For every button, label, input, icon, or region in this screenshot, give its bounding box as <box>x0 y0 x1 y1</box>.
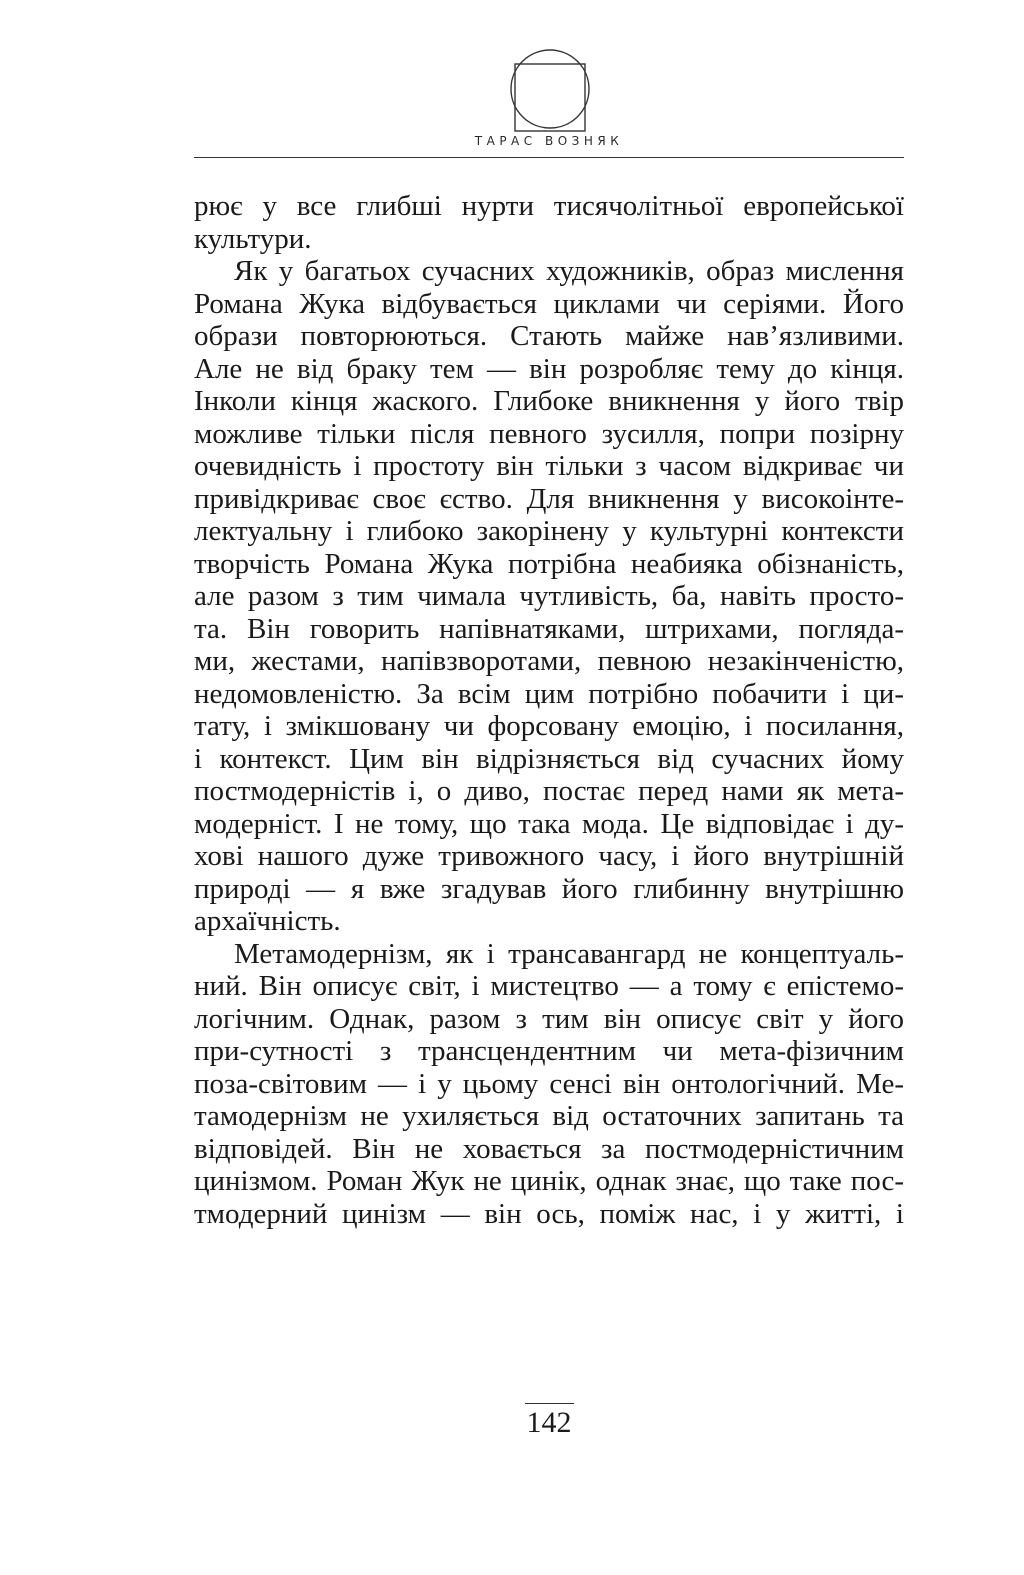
text-line: можливе тільки після певного зусилля, попри позірну <box>194 417 904 450</box>
text-line: логічним. Однак, разом з тим він описує світ у його <box>194 1002 904 1035</box>
text-line: Романа Жука відбувається циклами чи серіями. Його <box>194 287 904 320</box>
text-line: Але не від браку тем — він розробляє тему до кінця. <box>194 352 904 385</box>
text-line: очевидність і простоту він тільки з часом відкриває чи <box>194 450 904 482</box>
text-line: поза-світовим — і у цьому сенсі він онтологічний. Ме- <box>194 1067 904 1100</box>
text-line: відповідей. Він не ховається за постмодерністичним <box>194 1132 904 1165</box>
text-line: культури. <box>194 222 312 255</box>
body-text <box>194 190 904 1230</box>
text-line: тату, і змікшовану чи форсовану емоцію, і посилання, <box>194 710 904 742</box>
text-line: при-сутності з трансцендентним чи мета-фізичним <box>194 1035 904 1067</box>
page-number-label: 142 <box>525 1403 574 1440</box>
text-line: образи повторюються. Стають майже нав’язливими. <box>194 320 904 352</box>
running-head-author: ТАРАС ВОЗНЯК <box>474 134 624 148</box>
text-line: природі — я вже згадував його глибинну внутрішню <box>194 872 904 905</box>
text-line: хові нашого дуже тривожного часу, і його внутрішній <box>194 840 904 872</box>
header-rule <box>194 157 904 158</box>
text-line: цинізмом. Роман Жук не цинік, однак знає, що таке пос- <box>194 1165 904 1197</box>
header-emblem-icon <box>509 48 591 132</box>
text-line: ний. Він описує світ, і мистецтво — а тому є епістемо- <box>194 970 904 1002</box>
text-line: і контекст. Цим він відрізняється від сучасних йому <box>194 742 904 775</box>
text-line: тмодерний цинізм — він ось, поміж нас, і у житті, і <box>194 1197 904 1230</box>
text-line: ми, жестами, напівзворотами, певною незакінченістю, <box>194 645 904 677</box>
text-line: тамодернізм не ухиляється від остаточних запитань та <box>194 1100 904 1132</box>
page-number <box>194 1403 904 1440</box>
text-line: недомовленістю. За всім цим потрібно побачити і ци- <box>194 677 904 710</box>
text-line: Інколи кінця жаского. Глибоке вникнення у його твір <box>194 385 904 417</box>
text-line: та. Він говорить напівнатяками, штрихами, погляда- <box>194 612 904 645</box>
text-line: Як у багатьох сучасних художників, образ мислення <box>234 255 904 287</box>
text-line: лектуальну і глибоко закорінену у культурні контексти <box>194 515 904 547</box>
text-line: модерніст. І не тому, що така мода. Це відповідає і ду- <box>194 807 904 840</box>
text-line: але разом з тим чимала чутливість, ба, навіть просто- <box>194 580 904 612</box>
text-line: архаїчність. <box>194 905 341 937</box>
text-line: постмодерністів і, о диво, постає перед нами як мета- <box>194 775 904 807</box>
text-line: творчість Романа Жука потрібна неабияка обізнаність, <box>194 547 904 580</box>
text-line: Метамодернізм, як і трансавангард не концептуаль- <box>234 937 904 970</box>
text-line: привідкриває своє єство. Для вникнення у високоінте- <box>194 482 904 515</box>
text-line: рює у все глибші нурти тисячолітньої европейської <box>194 190 904 222</box>
